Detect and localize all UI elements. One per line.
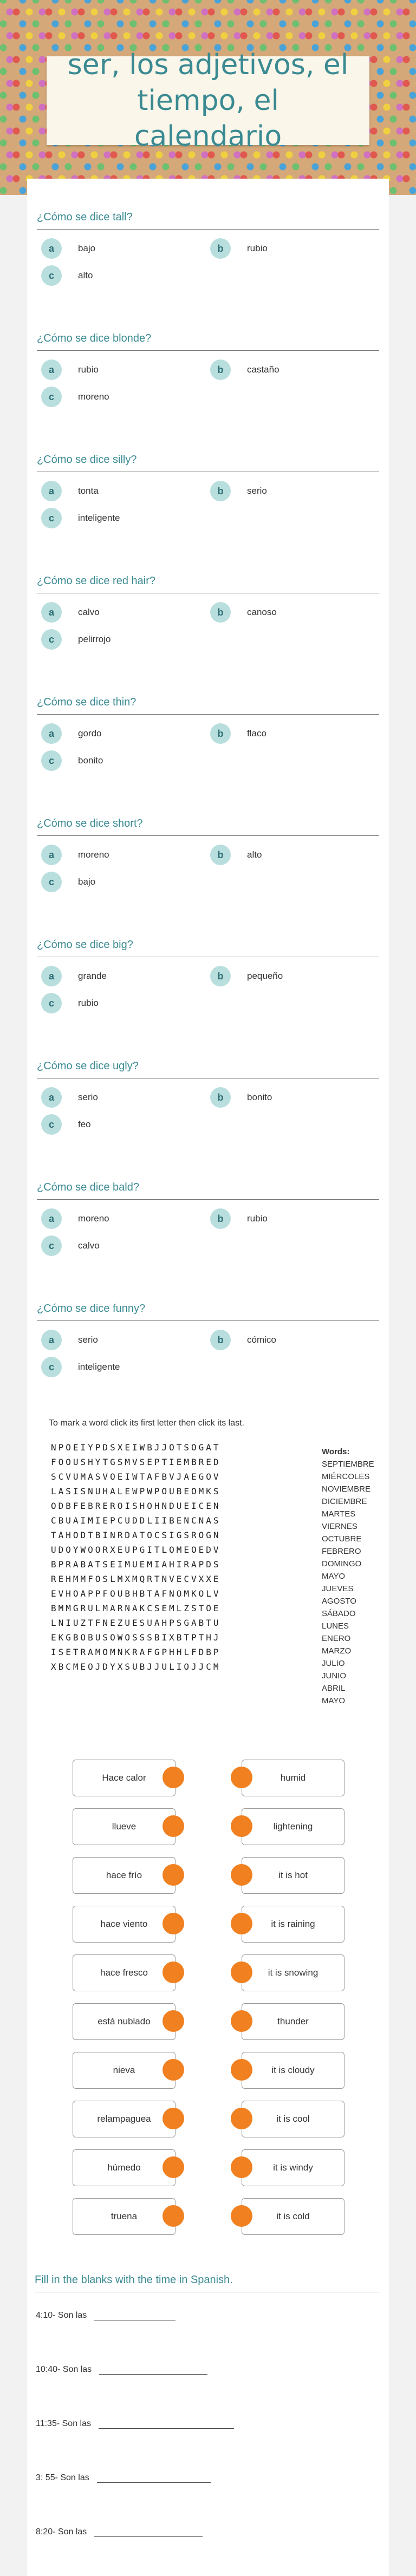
fill-in-prompt: 4:10- Son las <box>36 2311 87 2320</box>
match-right-connector[interactable] <box>231 2156 252 2178</box>
grid-row[interactable]: ODBFEBREROISHOHNDUEICEN <box>51 1501 221 1511</box>
match-left-item[interactable]: truena <box>73 2198 176 2235</box>
option-letter-badge: b <box>210 845 231 865</box>
option-letter-badge: c <box>41 750 62 771</box>
match-right-item[interactable]: it is hot <box>242 1857 344 1894</box>
option-text: serio <box>78 1335 98 1345</box>
match-left-connector[interactable] <box>162 1767 184 1788</box>
fill-in-item <box>36 2311 176 2320</box>
answer-option-b[interactable] <box>210 1330 276 1350</box>
fill-in-item <box>36 2527 203 2537</box>
match-right-connector[interactable] <box>231 1815 252 1837</box>
word-item: OCTUBRE <box>322 1534 362 1544</box>
option-text: cómico <box>247 1335 276 1345</box>
fill-in-item <box>36 2365 207 2375</box>
grid-row[interactable]: NPOEIYPDSXEIWBJJOTSOGAT <box>51 1442 221 1453</box>
fill-in-item <box>36 2473 211 2483</box>
answer-option-a[interactable] <box>41 845 109 865</box>
question-text: ¿Cómo se dice red hair? <box>37 575 379 593</box>
match-right-item[interactable]: it is cold <box>242 2198 344 2235</box>
match-right-connector[interactable] <box>231 2059 252 2081</box>
answer-option-b[interactable] <box>210 481 267 501</box>
option-text: moreno <box>78 391 109 402</box>
option-text: gordo <box>78 728 102 738</box>
option-text: pequeño <box>247 971 283 981</box>
question-text: ¿Cómo se dice silly? <box>37 454 379 472</box>
option-letter-badge: c <box>41 629 62 650</box>
option-text: flaco <box>247 728 266 738</box>
wordsearch-grid[interactable] <box>51 1440 221 1674</box>
option-text: rubio <box>78 364 99 375</box>
option-letter-badge: a <box>41 359 62 380</box>
answer-option-b[interactable] <box>210 845 262 865</box>
word-item: MAYO <box>322 1572 346 1581</box>
match-right-connector[interactable] <box>231 2205 252 2227</box>
grid-row[interactable]: UDOYWOORXEUPGITLOMEOEDV <box>51 1545 221 1555</box>
match-left-item[interactable]: húmedo <box>73 2149 176 2186</box>
option-letter-badge: b <box>210 1087 231 1108</box>
answer-option-c[interactable] <box>41 265 93 286</box>
answer-option-a[interactable] <box>41 359 99 380</box>
option-text: serio <box>78 1092 98 1102</box>
answer-option-b[interactable] <box>210 238 268 259</box>
word-item: VIERNES <box>322 1522 358 1531</box>
page-title: ser, los adjetivos, el tiempo, el calendario <box>67 49 349 153</box>
option-text: moreno <box>78 849 109 860</box>
match-left-connector[interactable] <box>162 1864 184 1886</box>
option-letter-badge: c <box>41 508 62 528</box>
words-title: Words: <box>322 1447 350 1456</box>
match-left-connector[interactable] <box>162 2156 184 2178</box>
question-block <box>37 332 379 351</box>
option-text: bajo <box>78 243 96 253</box>
option-letter-badge: b <box>210 1330 231 1350</box>
wordsearch-word-list <box>322 1446 374 1707</box>
option-text: moreno <box>78 1213 109 1224</box>
question-block <box>37 939 379 957</box>
option-text: feo <box>78 1119 91 1129</box>
word-item: ENERO <box>322 1634 351 1643</box>
fill-in-item <box>36 2419 234 2429</box>
answer-option-c[interactable] <box>41 1235 100 1256</box>
fill-in-prompt: 3: 55- Son las <box>36 2473 89 2482</box>
question-block <box>37 818 379 836</box>
answer-option-a[interactable] <box>41 1208 109 1229</box>
word-item: JUNIO <box>322 1671 346 1681</box>
match-left-connector[interactable] <box>162 2108 184 2129</box>
match-left-connector[interactable] <box>162 2010 184 2032</box>
option-letter-badge: a <box>41 1087 62 1108</box>
option-letter-badge: c <box>41 1235 62 1256</box>
answer-option-b[interactable] <box>210 1087 272 1108</box>
question-block <box>37 454 379 472</box>
question-text: ¿Cómo se dice ugly? <box>37 1060 379 1078</box>
match-left-item[interactable]: hace viento <box>73 1906 176 1943</box>
grid-row[interactable]: EVHOAPPFOUBHBTAFNOMKOLV <box>51 1588 221 1599</box>
grid-row[interactable]: SCVUMASVOEIWTAFBVJAEGOV <box>51 1472 221 1482</box>
option-letter-badge: c <box>41 1357 62 1377</box>
option-letter-badge: a <box>41 602 62 623</box>
match-left-connector[interactable] <box>162 1962 184 1983</box>
match-right-item[interactable]: it is windy <box>242 2149 344 2186</box>
answer-option-a[interactable] <box>41 481 99 501</box>
fill-in-blank[interactable] <box>94 2536 203 2537</box>
answer-option-b[interactable] <box>210 602 277 623</box>
option-letter-badge: a <box>41 966 62 986</box>
grid-row[interactable]: CBUAIMIEPCUDDLIIBENCNAS <box>51 1515 221 1526</box>
option-text: bonito <box>247 1092 272 1102</box>
option-letter-badge: c <box>41 872 62 892</box>
match-left-item[interactable]: llueve <box>73 1808 176 1845</box>
answer-option-c[interactable] <box>41 872 95 892</box>
wordsearch-instructions: To mark a word click its first letter then click its last. <box>49 1418 244 1428</box>
option-text: rubio <box>247 243 268 253</box>
option-text: tonta <box>78 486 99 496</box>
question-text: ¿Cómo se dice funny? <box>37 1303 379 1321</box>
word-item: NOVIEMBRE <box>322 1485 371 1494</box>
answer-option-c[interactable] <box>41 387 109 407</box>
question-text: ¿Cómo se dice bald? <box>37 1181 379 1200</box>
grid-row[interactable]: FOOUSHYTGSMVSEPTIEMBRED <box>51 1457 221 1467</box>
match-left-connector[interactable] <box>162 2205 184 2227</box>
option-letter-badge: b <box>210 1208 231 1229</box>
fill-in-prompt: 10:40- Son las <box>36 2365 92 2374</box>
match-left-connector[interactable] <box>162 2059 184 2081</box>
word-item: LUNES <box>322 1622 349 1631</box>
answer-option-c[interactable] <box>41 750 103 771</box>
grid-row[interactable]: EKGBOBUSOWOSSSBIXBTPTHJ <box>51 1632 221 1643</box>
option-letter-badge: c <box>41 993 62 1014</box>
question-block <box>37 1181 379 1200</box>
option-letter-badge: b <box>210 602 231 623</box>
option-text: alto <box>78 270 93 280</box>
option-letter-badge: b <box>210 723 231 744</box>
word-item: SEPTIEMBRE <box>322 1460 374 1469</box>
option-text: canoso <box>247 607 277 617</box>
grid-row[interactable]: ISETRAMOMNKRAFGPHHLFDBP <box>51 1647 221 1657</box>
answer-option-b[interactable] <box>210 1208 268 1229</box>
grid-row[interactable]: BMMGRULMARNAKCSEMLZSTOE <box>51 1603 221 1613</box>
question-block <box>37 1060 379 1078</box>
grid-row[interactable]: BPRABATSEIMUEMIAHIRAPDS <box>51 1559 221 1570</box>
word-item: DICIEMBRE <box>322 1497 367 1506</box>
match-right-connector[interactable] <box>231 1962 252 1983</box>
option-text: pelirrojo <box>78 634 111 644</box>
option-letter-badge: b <box>210 238 231 259</box>
option-letter-badge: b <box>210 966 231 986</box>
answer-option-a[interactable] <box>41 1330 98 1350</box>
match-right-item[interactable]: lightening <box>242 1808 344 1845</box>
option-letter-badge: c <box>41 387 62 407</box>
match-right-connector[interactable] <box>231 1864 252 1886</box>
question-text: ¿Cómo se dice tall? <box>37 211 379 230</box>
word-item: MIÉRCOLES <box>322 1472 370 1481</box>
answer-option-c[interactable] <box>41 1357 120 1377</box>
word-item: AGOSTO <box>322 1597 356 1606</box>
word-item: SÁBADO <box>322 1609 356 1618</box>
option-text: bonito <box>78 755 103 766</box>
question-text: ¿Cómo se dice blonde? <box>37 332 379 351</box>
fill-in-title: Fill in the blanks with the time in Spanish. <box>35 2274 379 2292</box>
option-text: inteligente <box>78 513 120 523</box>
answer-option-c[interactable] <box>41 508 120 528</box>
word-item: DOMINGO <box>322 1559 362 1568</box>
match-right-connector[interactable] <box>231 1767 252 1788</box>
grid-row[interactable]: TAHODTBINRDATOCSIGSROGN <box>51 1530 221 1540</box>
option-text: rubio <box>247 1213 268 1224</box>
answer-option-a[interactable] <box>41 238 95 259</box>
match-right-connector[interactable] <box>231 2010 252 2032</box>
answer-option-b[interactable] <box>210 966 283 986</box>
option-text: grande <box>78 971 107 981</box>
match-left-connector[interactable] <box>162 1815 184 1837</box>
option-letter-badge: b <box>210 481 231 501</box>
match-right-item[interactable]: it is snowing <box>242 1954 344 1991</box>
word-item: JULIO <box>322 1659 345 1668</box>
fill-in-prompt: 11:35- Son las <box>36 2419 91 2428</box>
match-left-item[interactable]: Hace calor <box>73 1760 176 1796</box>
fill-in-blank[interactable] <box>99 2428 234 2429</box>
word-item: MARZO <box>322 1646 352 1656</box>
option-letter-badge: a <box>41 1208 62 1229</box>
word-item: ABRIL <box>322 1684 346 1693</box>
option-text: calvo <box>78 607 100 617</box>
option-text: alto <box>247 849 262 860</box>
question-text: ¿Cómo se dice big? <box>37 939 379 957</box>
answer-option-a[interactable] <box>41 1087 98 1108</box>
word-item: MARTES <box>322 1509 356 1519</box>
answer-option-b[interactable] <box>210 723 266 744</box>
title-card <box>47 49 369 153</box>
grid-row[interactable]: XBCMEOJDYXSUBJJULIOJJCM <box>51 1662 221 1672</box>
answer-option-a[interactable] <box>41 602 100 623</box>
option-letter-badge: a <box>41 481 62 501</box>
match-right-item[interactable]: humid <box>242 1760 344 1796</box>
option-text: castaño <box>247 364 280 375</box>
match-right-connector[interactable] <box>231 1913 252 1934</box>
question-block <box>37 696 379 715</box>
match-left-item[interactable]: hace frío <box>73 1857 176 1894</box>
option-letter-badge: b <box>210 359 231 380</box>
option-letter-badge: c <box>41 1114 62 1135</box>
option-letter-badge: c <box>41 265 62 286</box>
option-text: calvo <box>78 1240 100 1251</box>
question-block <box>37 575 379 593</box>
match-left-item[interactable]: nieva <box>73 2052 176 2089</box>
answer-option-b[interactable] <box>210 359 280 380</box>
answer-option-c[interactable] <box>41 993 99 1014</box>
match-left-connector[interactable] <box>162 1913 184 1934</box>
answer-option-a[interactable] <box>41 966 107 986</box>
fill-in-prompt: 8:20- Son las <box>36 2527 87 2536</box>
question-block <box>37 211 379 230</box>
match-right-item[interactable]: thunder <box>242 2003 344 2040</box>
word-item: JUEVES <box>322 1584 354 1593</box>
fill-in-blank[interactable] <box>99 2374 207 2375</box>
grid-row[interactable]: LASISNUHALEWPWPOUBEOMKS <box>51 1486 221 1496</box>
match-right-connector[interactable] <box>231 2108 252 2129</box>
answer-option-c[interactable] <box>41 1114 91 1135</box>
match-left-item[interactable]: hace fresco <box>73 1954 176 1991</box>
word-item: MAYO <box>322 1696 346 1705</box>
answer-option-c[interactable] <box>41 629 110 650</box>
question-text: ¿Cómo se dice short? <box>37 818 379 836</box>
fill-in-blank[interactable] <box>97 2482 211 2483</box>
answer-option-a[interactable] <box>41 723 101 744</box>
question-block <box>37 1303 379 1321</box>
option-text: rubio <box>78 998 99 1008</box>
option-letter-badge: a <box>41 238 62 259</box>
option-letter-badge: a <box>41 845 62 865</box>
grid-row[interactable]: REHMMFOSLMXMQRTNVECVXXE <box>51 1574 221 1584</box>
word-item: FEBRERO <box>322 1547 361 1556</box>
match-right-item[interactable]: it is raining <box>242 1906 344 1943</box>
match-right-item[interactable]: it is cool <box>242 2101 344 2137</box>
option-letter-badge: a <box>41 1330 62 1350</box>
match-left-item[interactable]: relampaguea <box>73 2101 176 2137</box>
option-text: serio <box>247 486 267 496</box>
option-text: bajo <box>78 877 96 887</box>
match-left-item[interactable]: está nublado <box>73 2003 176 2040</box>
option-text: inteligente <box>78 1362 120 1372</box>
option-letter-badge: a <box>41 723 62 744</box>
question-text: ¿Cómo se dice thin? <box>37 696 379 715</box>
match-right-item[interactable]: it is cloudy <box>242 2052 344 2089</box>
grid-row[interactable]: LNIUZTFNEZUESUAHPSGABTU <box>51 1618 221 1628</box>
